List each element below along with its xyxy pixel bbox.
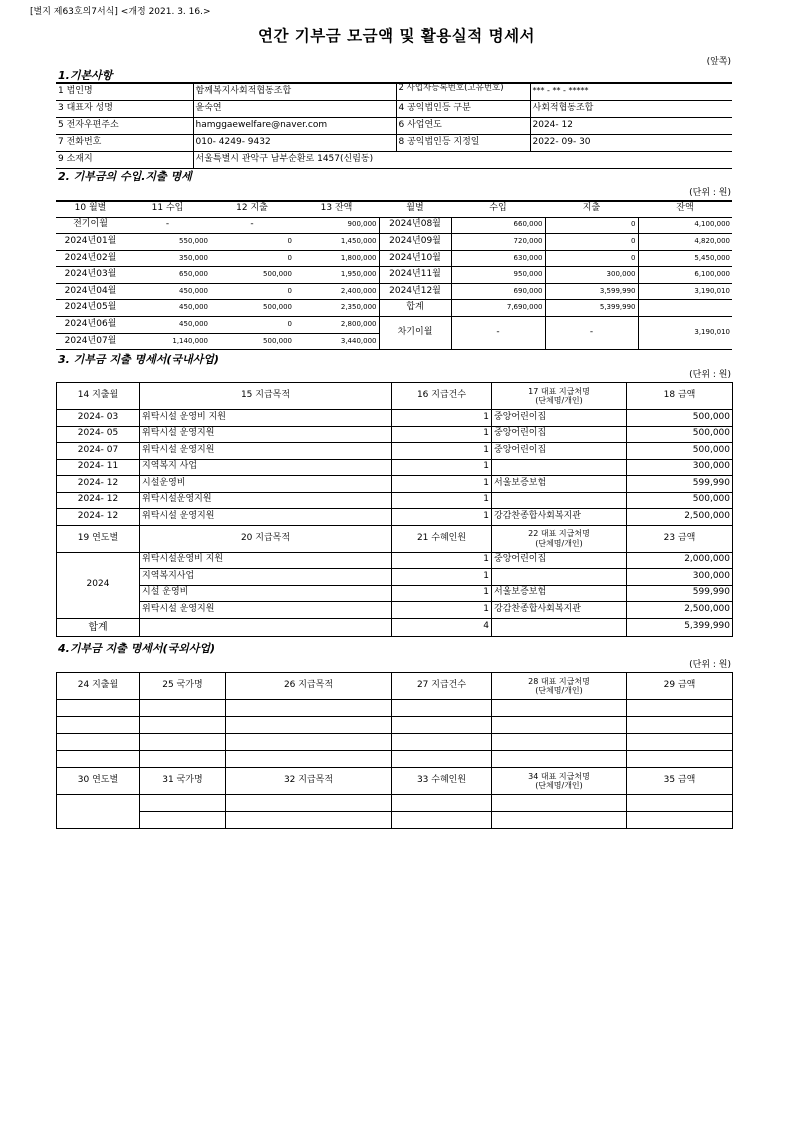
empty-cell xyxy=(392,700,492,717)
empty-cell xyxy=(627,734,733,751)
header-balance-2: 잔액 xyxy=(676,203,694,214)
header-beneficiaries: 21 수혜인원 xyxy=(392,525,492,552)
expense-month-cell: 2024- 05 xyxy=(57,426,140,443)
overseas-expense-table xyxy=(56,672,733,829)
yearly-expense-row xyxy=(57,552,733,569)
header-overseas-recipient-yearly-line1: 34 대표 지급처명 xyxy=(528,771,590,781)
purpose-cell: 위탁시설 운영지원 xyxy=(140,602,392,619)
income-cell-2: 950,000 xyxy=(451,267,545,284)
empty-cell xyxy=(226,812,392,829)
expense-cell: - xyxy=(210,217,294,234)
expense-cell: 500,000 xyxy=(210,300,294,317)
header-overseas-amount-yearly: 35 금액 xyxy=(627,768,733,795)
income-cell-2: 720,000 xyxy=(451,234,545,251)
balance-cell: 2,400,000 xyxy=(294,283,379,300)
expense-cell-2: 300,000 xyxy=(545,267,638,284)
empty-cell xyxy=(627,717,733,734)
income-expense-row xyxy=(56,317,732,334)
month-cell: 2024년01월 xyxy=(56,234,125,251)
count-cell: 1 xyxy=(392,426,492,443)
header-overseas-purpose: 26 지급목적 xyxy=(226,673,392,700)
expense-month-cell: 2024- 03 xyxy=(57,410,140,427)
income-expense-row xyxy=(56,217,732,234)
expense-cell-2: 0 xyxy=(545,217,638,234)
domestic-expense-table xyxy=(56,382,733,637)
month-cell: 2024년04월 xyxy=(56,283,125,300)
overseas-expense-row xyxy=(57,751,733,768)
expense-cell: 500,000 xyxy=(210,333,294,350)
amount-cell: 599,990 xyxy=(627,476,733,493)
header-recipient-yearly xyxy=(492,525,627,552)
unit-label-s2: (단위 : 원) xyxy=(689,188,731,198)
amount-cell: 2,000,000 xyxy=(627,552,733,569)
expense-cell-2: 5,399,990 xyxy=(545,300,638,317)
empty-cell xyxy=(226,700,392,717)
recipient-cell: 강감찬종합사회복지관 xyxy=(492,602,627,619)
month-cell-2: 2024년10월 xyxy=(379,250,451,267)
empty-cell xyxy=(57,734,140,751)
yearly-expense-row xyxy=(57,602,733,619)
total-recipient-empty xyxy=(492,618,627,636)
recipient-cell: 중앙어린이집 xyxy=(492,443,627,460)
amount-cell: 500,000 xyxy=(627,443,733,460)
empty-cell xyxy=(57,717,140,734)
total-label: 합계 xyxy=(57,618,140,636)
empty-cell xyxy=(492,795,627,812)
header-country: 25 국가명 xyxy=(140,673,226,700)
month-cell: 2024년06월 xyxy=(56,317,125,334)
recipient-cell xyxy=(492,459,627,476)
income-cell: - xyxy=(125,217,210,234)
empty-cell xyxy=(392,734,492,751)
purpose-cell: 지역복지사업 xyxy=(140,569,392,586)
value-email: hamggaewelfare@naver.com xyxy=(193,117,396,134)
label-corp-name: 1 법인명 xyxy=(56,83,193,100)
empty-cell xyxy=(627,700,733,717)
overseas-yearly-row xyxy=(57,795,733,812)
amount-cell: 599,990 xyxy=(627,585,733,602)
front-side-label: (앞쪽) xyxy=(706,57,731,67)
header-expense-month: 14 지출월 xyxy=(57,383,140,410)
income-cell-2: 7,690,000 xyxy=(451,300,545,317)
purpose-cell: 위탁시설 운영지원 xyxy=(140,426,392,443)
balance-cell: 2,800,000 xyxy=(294,317,379,334)
header-overseas-count: 27 지급건수 xyxy=(392,673,492,700)
balance-cell-2: 4,100,000 xyxy=(638,217,732,234)
header-amount-yearly: 23 금액 xyxy=(627,525,733,552)
label-corp-type: 4 공익법인등 구분 xyxy=(396,100,530,117)
header-overseas-month: 24 지출월 xyxy=(57,673,140,700)
value-fiscal-year: 2024- 12 xyxy=(530,117,732,134)
label-email: 5 전자우편주소 xyxy=(56,117,193,134)
header-month: 10 월별 xyxy=(74,203,107,214)
income-expense-row xyxy=(56,250,732,267)
domestic-expense-row xyxy=(57,426,733,443)
balance-cell: 1,800,000 xyxy=(294,250,379,267)
yearly-expense-row xyxy=(57,585,733,602)
income-cell-2: 630,000 xyxy=(451,250,545,267)
income-cell: 350,000 xyxy=(125,250,210,267)
empty-cell xyxy=(492,751,627,768)
count-cell: 1 xyxy=(392,459,492,476)
month-cell-2: 2024년09월 xyxy=(379,234,451,251)
overseas-expense-row xyxy=(57,717,733,734)
month-cell-2: 2024년08월 xyxy=(379,217,451,234)
balance-cell-2: 6,100,000 xyxy=(638,267,732,284)
value-address: 서울특별시 관악구 남부순환로 1457(신림동) xyxy=(193,151,732,168)
header-income: 11 수입 xyxy=(151,203,184,214)
balance-cell: 1,450,000 xyxy=(294,234,379,251)
page-title: 연간 기부금 모금액 및 활용실적 명세서 xyxy=(257,27,536,45)
amount-cell: 300,000 xyxy=(627,569,733,586)
purpose-cell: 시설운영비 xyxy=(140,476,392,493)
purpose-cell: 위탁시설운영지원 xyxy=(140,492,392,509)
recipient-cell: 서울보증보험 xyxy=(492,476,627,493)
amount-cell: 300,000 xyxy=(627,459,733,476)
amount-cell: 500,000 xyxy=(627,410,733,427)
header-amount: 18 금액 xyxy=(627,383,733,410)
income-expense-table xyxy=(56,200,732,350)
header-income-2: 수입 xyxy=(489,203,507,214)
section4-heading: 4.기부금 지출 명세서(국외사업) xyxy=(58,642,216,655)
empty-cell xyxy=(392,717,492,734)
balance-cell-2: 5,450,000 xyxy=(638,250,732,267)
income-cell-2: 690,000 xyxy=(451,283,545,300)
header-country-yearly: 31 국가명 xyxy=(140,768,226,795)
header-month-2: 월별 xyxy=(406,203,424,214)
empty-cell xyxy=(226,795,392,812)
empty-cell xyxy=(140,812,226,829)
expense-month-cell: 2024- 12 xyxy=(57,476,140,493)
overseas-expense-row xyxy=(57,700,733,717)
empty-cell xyxy=(392,812,492,829)
header-recipient-yearly-line1: 22 대표 지급처명 xyxy=(528,529,590,539)
expense-cell: 500,000 xyxy=(210,267,294,284)
expense-cell: 0 xyxy=(210,283,294,300)
value-designation-date: 2022- 09- 30 xyxy=(530,134,732,151)
balance-cell-2: 4,820,000 xyxy=(638,234,732,251)
income-cell-2: 660,000 xyxy=(451,217,545,234)
purpose-cell: 지역복지 사업 xyxy=(140,459,392,476)
header-year: 19 연도별 xyxy=(57,525,140,552)
income-cell: 450,000 xyxy=(125,283,210,300)
overseas-expense-row xyxy=(57,734,733,751)
basic-info-table xyxy=(56,82,732,169)
empty-cell xyxy=(392,795,492,812)
domestic-expense-row xyxy=(57,476,733,493)
balance-cell-2: 3,190,010 xyxy=(638,283,732,300)
balance-cell-2 xyxy=(638,300,732,317)
empty-year-cell xyxy=(57,795,140,829)
header-overseas-purpose-yearly: 32 지급목적 xyxy=(226,768,392,795)
income-cell: 450,000 xyxy=(125,317,210,334)
purpose-cell: 위탁시설 운영비 지원 xyxy=(140,410,392,427)
income-cell: 1,140,000 xyxy=(125,333,210,350)
recipient-cell: 중앙어린이집 xyxy=(492,410,627,427)
purpose-cell: 위탁시설운영비 지원 xyxy=(140,552,392,569)
value-rep-name: 윤숙연 xyxy=(193,100,396,117)
recipient-cell xyxy=(492,492,627,509)
expense-month-cell: 2024- 11 xyxy=(57,459,140,476)
carry-over-income: - xyxy=(451,317,545,350)
empty-cell xyxy=(226,734,392,751)
header-overseas-year: 30 연도별 xyxy=(57,768,140,795)
value-business-no: *** - ** - ***** xyxy=(532,86,589,96)
count-cell: 1 xyxy=(392,443,492,460)
empty-cell xyxy=(392,751,492,768)
balance-cell: 3,440,000 xyxy=(294,333,379,350)
total-count: 4 xyxy=(392,618,492,636)
total-purpose-empty xyxy=(140,618,392,636)
expense-month-cell: 2024- 12 xyxy=(57,492,140,509)
section1-heading: 1.기본사항 xyxy=(58,69,113,82)
income-expense-row xyxy=(56,300,732,317)
amount-cell: 2,500,000 xyxy=(627,509,733,526)
empty-cell xyxy=(627,795,733,812)
header-overseas-amount: 29 금액 xyxy=(627,673,733,700)
amount-cell: 2,500,000 xyxy=(627,602,733,619)
section2-heading: 2. 기부금의 수입.지출 명세 xyxy=(58,170,192,183)
count-cell: 1 xyxy=(392,509,492,526)
month-cell: 전기이월 xyxy=(56,217,125,234)
expense-cell-2: 0 xyxy=(545,250,638,267)
count-cell: 1 xyxy=(392,410,492,427)
recipient-cell xyxy=(492,569,627,586)
label-rep-name: 3 대표자 성명 xyxy=(56,100,193,117)
header-recipient-line2: (단체명/개인) xyxy=(535,396,583,405)
income-cell: 650,000 xyxy=(125,267,210,284)
carry-over-expense: - xyxy=(545,317,638,350)
empty-cell xyxy=(140,717,226,734)
beneficiary-cell: 1 xyxy=(392,585,492,602)
header-recipient xyxy=(492,383,627,410)
balance-cell: 1,950,000 xyxy=(294,267,379,284)
beneficiary-cell: 1 xyxy=(392,569,492,586)
month-cell: 2024년05월 xyxy=(56,300,125,317)
header-expense: 12 지출 xyxy=(236,203,268,214)
empty-cell xyxy=(492,734,627,751)
carry-over-label: 차기이월 xyxy=(379,317,451,350)
expense-month-cell: 2024- 12 xyxy=(57,509,140,526)
header-count: 16 지급건수 xyxy=(392,383,492,410)
value-phone: 010- 4249- 9432 xyxy=(193,134,396,151)
empty-cell xyxy=(140,795,226,812)
empty-cell xyxy=(57,700,140,717)
header-overseas-beneficiaries: 33 수혜인원 xyxy=(392,768,492,795)
beneficiary-cell: 1 xyxy=(392,602,492,619)
header-recipient-yearly-line2: (단체명/개인) xyxy=(535,538,583,548)
empty-cell xyxy=(57,751,140,768)
value-corp-type: 사회적협동조합 xyxy=(530,100,732,117)
month-cell: 2024년02월 xyxy=(56,250,125,267)
month-cell-2: 2024년12월 xyxy=(379,283,451,300)
carry-over-balance: 3,190,010 xyxy=(638,317,732,350)
header-recipient-line1: 17 대표 지급처명 xyxy=(528,386,590,396)
expense-cell: 0 xyxy=(210,250,294,267)
value-corp-name: 함께복지사회적협동조합 xyxy=(193,83,396,100)
domestic-expense-row xyxy=(57,410,733,427)
expense-cell-2: 3,599,990 xyxy=(545,283,638,300)
header-overseas-recipient-yearly xyxy=(492,768,627,795)
expense-cell-2: 0 xyxy=(545,234,638,251)
domestic-expense-row xyxy=(57,459,733,476)
income-expense-row xyxy=(56,267,732,284)
header-overseas-recipient xyxy=(492,673,627,700)
year-cell: 2024 xyxy=(57,552,140,618)
header-purpose: 15 지급목적 xyxy=(140,383,392,410)
purpose-cell: 위탁시설 운영지원 xyxy=(140,443,392,460)
label-address: 9 소재지 xyxy=(56,151,193,168)
expense-month-cell: 2024- 07 xyxy=(57,443,140,460)
header-purpose-yearly: 20 지급목적 xyxy=(140,525,392,552)
label-designation-date: 8 공익법인등 지정일 xyxy=(396,134,530,151)
empty-cell xyxy=(492,717,627,734)
header-balance: 13 잔액 xyxy=(320,203,353,214)
purpose-cell: 시설 운영비 xyxy=(140,585,392,602)
purpose-cell: 위탁시설 운영지원 xyxy=(140,509,392,526)
form-number: [별지 제63호의7서식] <개정 2021. 3. 16.> xyxy=(30,7,211,17)
month-cell: 2024년03월 xyxy=(56,267,125,284)
domestic-expense-row xyxy=(57,492,733,509)
balance-cell: 900,000 xyxy=(294,217,379,234)
yearly-expense-row xyxy=(57,569,733,586)
header-overseas-recipient-line1: 28 대표 지급처명 xyxy=(528,676,590,686)
empty-cell xyxy=(140,700,226,717)
unit-label-s4: (단위 : 원) xyxy=(689,660,731,670)
month-cell-2: 2024년11월 xyxy=(379,267,451,284)
expense-cell: 0 xyxy=(210,317,294,334)
recipient-cell: 강감찬종합사회복지관 xyxy=(492,509,627,526)
amount-cell: 500,000 xyxy=(627,492,733,509)
income-expense-row xyxy=(56,283,732,300)
income-expense-row xyxy=(56,234,732,251)
count-cell: 1 xyxy=(392,476,492,493)
label-business-no: 2 사업자등록번호(고유번호) xyxy=(396,83,530,100)
empty-cell xyxy=(492,700,627,717)
total-amount: 5,399,990 xyxy=(627,618,733,636)
header-expense-2: 지출 xyxy=(582,203,601,214)
empty-cell xyxy=(492,812,627,829)
header-overseas-recipient-yearly-line2: (단체명/개인) xyxy=(535,781,583,790)
empty-cell xyxy=(140,734,226,751)
expense-cell: 0 xyxy=(210,234,294,251)
income-cell: 450,000 xyxy=(125,300,210,317)
month-cell: 2024년07월 xyxy=(56,333,125,350)
overseas-yearly-row xyxy=(57,812,733,829)
empty-cell xyxy=(140,751,226,768)
domestic-expense-row xyxy=(57,509,733,526)
label-phone: 7 전화번호 xyxy=(56,134,193,151)
balance-cell: 2,350,000 xyxy=(294,300,379,317)
income-cell: 550,000 xyxy=(125,234,210,251)
amount-cell: 500,000 xyxy=(627,426,733,443)
recipient-cell: 서울보증보험 xyxy=(492,585,627,602)
recipient-cell: 중앙어린이집 xyxy=(492,426,627,443)
empty-cell xyxy=(627,812,733,829)
domestic-expense-row xyxy=(57,443,733,460)
count-cell: 1 xyxy=(392,492,492,509)
section3-heading: 3. 기부금 지출 명세서(국내사업) xyxy=(58,353,219,366)
label-fiscal-year: 6 사업연도 xyxy=(396,117,530,134)
beneficiary-cell: 1 xyxy=(392,552,492,569)
empty-cell xyxy=(226,717,392,734)
empty-cell xyxy=(627,751,733,768)
header-overseas-recipient-line2: (단체명/개인) xyxy=(535,686,583,695)
month-cell-2: 합계 xyxy=(379,300,451,317)
empty-cell xyxy=(226,751,392,768)
recipient-cell: 중앙어린이집 xyxy=(492,552,627,569)
unit-label-s3: (단위 : 원) xyxy=(689,370,731,380)
